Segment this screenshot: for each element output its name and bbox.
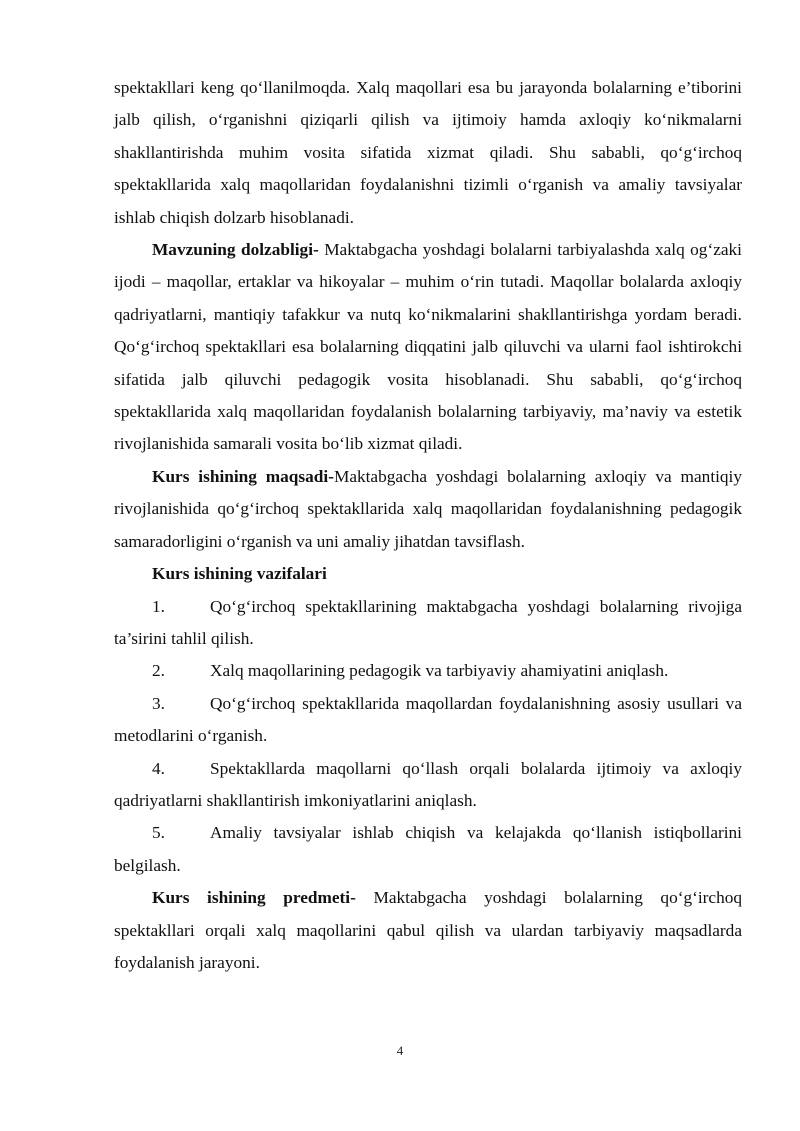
maqsad-paragraph [114, 461, 742, 558]
list-item-number: 2. [152, 661, 165, 681]
list-item-text: Xalq maqollarining pedagogik va tarbiyaviy ahamiyatini aniqlash. [210, 661, 669, 681]
dolzarblik-heading: Mavzuning dolzabligi- [152, 240, 319, 260]
list-item [114, 655, 742, 687]
predmet-heading: Kurs ishining predmeti- [152, 888, 356, 908]
dolzarblik-text: Maktabgacha yoshdagi bolalarni tarbiyalashda xalq og‘zaki ijodi – maqollar, ertaklar va hikoyalar – muhim o‘rin tutadi. Maqollar bolalarda axloqiy qadriyatlarni, mantiqiy tafakkur va nutq ko‘nikmalarini shakllantirishga yordam beradi. Qo‘g‘irchoq spektakllari esa bolalarning diqqatini jalb qiluvchi va ularni faol ishtirokchi sifatida jalb qiluvchi pedagogik vosita hisoblanadi. Shu sababli, qo‘g‘irchoq spektakllarida xalq maqollaridan foydalanish bolalarning tarbiyaviy, ma’naviy va estetik rivojlanishida samarali vosita bo‘lib xizmat qiladi. [114, 240, 742, 454]
document-page [114, 72, 742, 979]
list-item-number: 5. [152, 823, 165, 843]
list-item-text: Spektakllarda maqollarni qo‘llash orqali bolalarda ijtimoiy va axloqiy qadriyatlarni shakllantirish imkoniyatlarini aniqlash. [114, 758, 742, 810]
list-item [114, 753, 742, 818]
list-item-text: Qo‘g‘irchoq spektakllarida maqollardan foydalanishning asosiy usullari va metodlarini o‘rganish. [114, 693, 742, 746]
list-item-number: 3. [152, 693, 165, 713]
dolzarblik-paragraph [114, 234, 742, 461]
maqsad-text: Maktabgacha yoshdagi bolalarning axloqiy va mantiqiy rivojlanishida qo‘g‘irchoq spektakllarida xalq maqollaridan foydalanishning pedagogik samaradorligini o‘rganish va uni amaliy jihatdan tavsiflash. [114, 466, 743, 551]
predmet-paragraph [114, 882, 742, 979]
maqsad-heading: Kurs ishining maqsadi- [152, 466, 334, 486]
vazifalar-heading: Kurs ishining vazifalari [152, 564, 327, 584]
predmet-text: Maktabgacha yoshdagi bolalarning qo‘g‘irchoq spektakllari orqali xalq maqollarini qabul qilish va ulardan tarbiyaviy maqsadlarda foydalanish jarayoni. [114, 888, 743, 972]
list-item-text: Amaliy tavsiyalar ishlab chiqish va kelajakda qo‘llanish istiqbollarini belgilash. [114, 823, 742, 875]
intro-paragraph: spektakllari keng qo‘llanilmoqda. Xalq maqollari esa bu jarayonda bolalarning e’tiborini jalb qilish, o‘rganishni qiziqarli qilish va ijtimoiy hamda axloqiy ko‘nikmalarni shakllantirishda muhim vosita sifatida xizmat qiladi. Shu sababli, qo‘g‘irchoq spektakllarida xalq maqollaridan foydalanishni tizimli o‘rganish va amaliy tavsiyalar ishlab chiqish dolzarb hisoblanadi. [114, 78, 742, 227]
list-item-number: 1. [152, 596, 165, 616]
list-item-text: Qo‘g‘irchoq spektakllarining maktabgacha yoshdagi bolalarning rivojiga ta’sirini tahlil qilish. [114, 596, 742, 648]
page-number: 4 [396, 1043, 404, 1058]
list-item-number: 4. [152, 758, 165, 778]
list-item [114, 591, 742, 656]
list-item [114, 688, 742, 753]
list-item [114, 817, 742, 882]
